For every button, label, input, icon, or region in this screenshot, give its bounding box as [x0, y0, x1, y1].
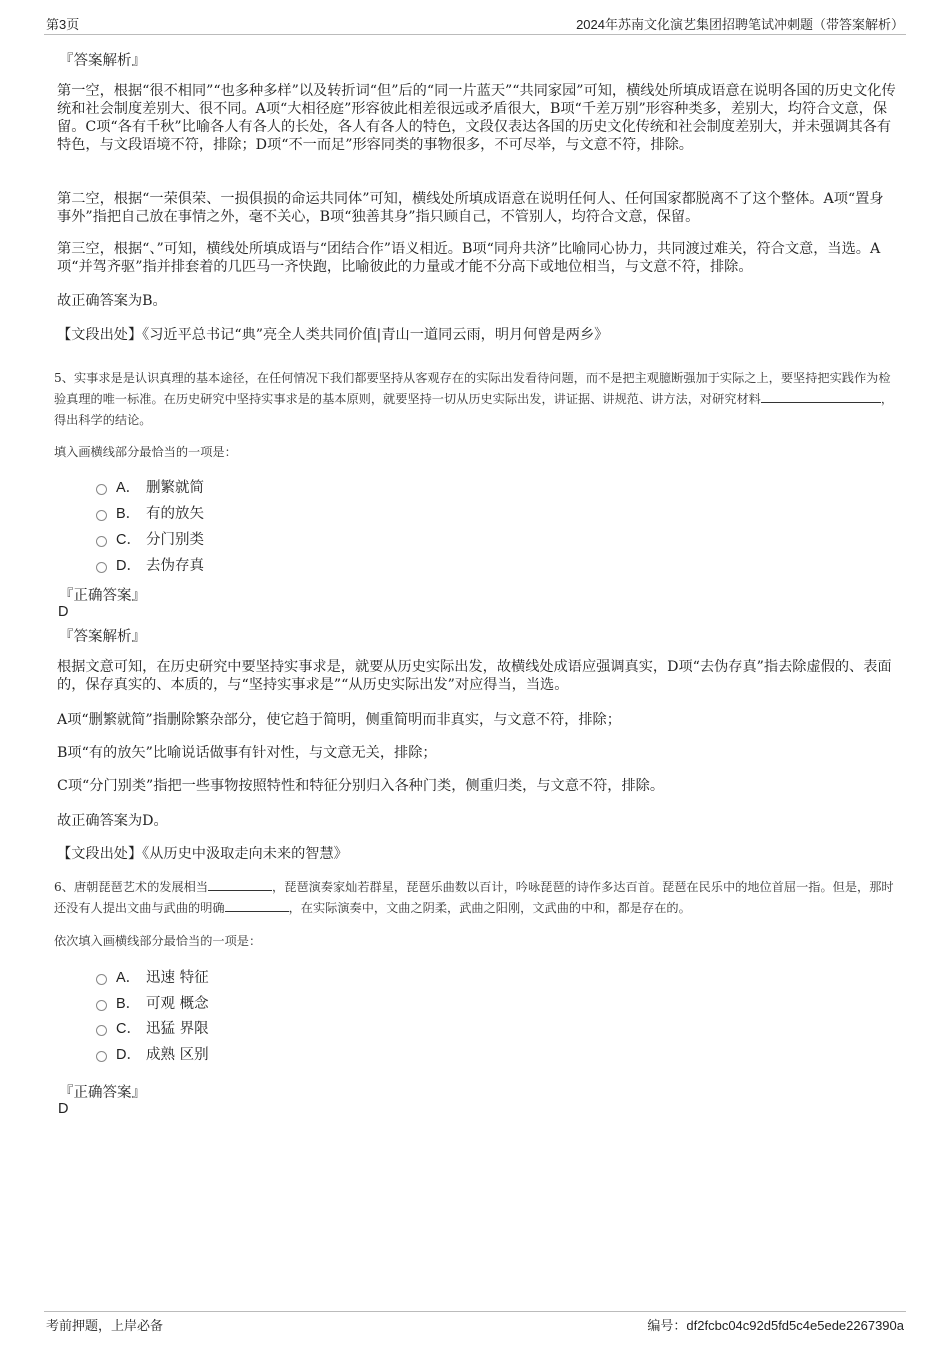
radio-icon[interactable] — [96, 484, 107, 495]
q5-stem-text-b: ，得出科学的结论。 — [54, 392, 894, 427]
q4-analysis-p1: 第一空，根据“很不相同”“也多种多样”以及转折词“但”后的“同一片蓝天”“共同家园”可知，横线处所填成语意在说明各国的历史文化传统和社会制度差别大、很不同。A项“大相径庭”形容彼此相差很远或矛盾很大，B项“千差万别”形容种类多，差别大，均符合文意，保留。C项“各有千秋”比喻各人有各人的长处，各人有各人的特色，文段仅表达各国的历史文化传统和社会制度差别大，并未强调其各有特色，与文段语境不符，排除；D项“不一而足”形容同类的事物很多，不可尽举，与文意不符，排除。 — [57, 83, 896, 153]
q6-stem-text-c: ，在实际演奏中，文曲之阴柔，武曲之阳刚，文武曲的中和，都是存在的。 — [288, 901, 691, 915]
q6-stem-text-a: 6、唐朝琵琶艺术的发展相当 — [54, 880, 209, 894]
q5-stem — [54, 368, 900, 431]
q5-blank — [761, 390, 881, 403]
option-text: 删繁就简 — [146, 480, 204, 496]
q5-analysis-p1: 根据文意可知，在历史研究中要坚持实事求是，就要从历史实际出发，故横线处成语应强调真实，D项“去伪存真”指去除虚假的、表面的，保存真实的、本质的，与“坚持实事求是”“从历史实际出发”对应得当，当选。 — [57, 659, 892, 693]
q5-analysis-p4: C项“分门别类”指把一些事物按照特性和特征分别归入各种门类，侧重归类，与文意不符，排除。 — [57, 778, 665, 794]
page-number: 第3页 — [46, 17, 80, 32]
document-id: 编号：df2fcbc04c92d5fd5c4e5ede2267390a — [647, 1318, 904, 1333]
q6-stem — [54, 877, 900, 919]
q5-analysis-p3: B项“有的放矢”比喻说话做事有针对性，与文意无关，排除； — [57, 745, 437, 761]
q6-option-d[interactable] — [96, 1045, 209, 1065]
option-text: 去伪存真 — [146, 558, 204, 574]
document-title: 2024年苏南文化演艺集团招聘笔试冲刺题（带答案解析） — [576, 17, 904, 32]
radio-icon[interactable] — [96, 510, 107, 521]
q6-option-b[interactable] — [96, 994, 209, 1014]
radio-icon[interactable] — [96, 974, 107, 985]
q5-conclusion: 故正确答案为D。 — [57, 813, 168, 829]
option-text: 成熟 区别 — [146, 1047, 209, 1063]
option-text: 有的放矢 — [146, 506, 204, 522]
option-text: 迅速 特征 — [146, 970, 209, 986]
q6-option-c[interactable] — [96, 1019, 209, 1039]
q6-blank-2 — [225, 899, 289, 912]
q4-analysis-p2: 第二空，根据“一荣俱荣、一损俱损的命运共同体”可知，横线处所填成语意在说明任何人、任何国家都脱离不了这个整体。A项“置身事外”指把自己放在事情之外，毫不关心，B项“独善其身”指只顾自己，不管别人，均符合文意，保留。 — [57, 191, 884, 225]
option-letter: D． — [116, 1047, 141, 1063]
q5-source-label: 【文段出处】 — [57, 846, 143, 862]
option-letter: A． — [116, 970, 141, 986]
q6-answer: D — [58, 1101, 69, 1117]
q5-source-text: 《从历史中汲取走向未来的智慧》 — [142, 846, 348, 862]
q5-answer-label: 『正确答案』 — [59, 588, 146, 604]
option-letter: C． — [116, 1021, 141, 1037]
footer-slogan: 考前押题，上岸必备 — [46, 1318, 164, 1333]
q6-option-a[interactable] — [96, 968, 209, 988]
radio-icon[interactable] — [96, 1025, 107, 1036]
radio-icon[interactable] — [96, 562, 107, 573]
option-letter: B． — [116, 996, 141, 1012]
option-text: 迅猛 界限 — [146, 1021, 209, 1037]
radio-icon[interactable] — [96, 1051, 107, 1062]
q5-option-b[interactable] — [96, 504, 204, 524]
option-letter: B． — [116, 506, 141, 522]
option-text: 分门别类 — [146, 532, 204, 548]
q4-source-label: 【文段出处】 — [57, 327, 143, 343]
q6-stem-text-b: ，琵琶演奏家灿若群星，琵琶乐曲数以百计，吟咏琵琶的诗作多达百首。琵琶在民乐中的地位首屈一指。但是，那时还没有人提出文曲与武曲的明确 — [54, 880, 894, 915]
page-header — [44, 14, 906, 35]
q6-prompt: 依次填入画横线部分最恰当的一项是： — [54, 934, 262, 948]
q6-answer-label: 『正确答案』 — [59, 1085, 146, 1101]
option-letter: C． — [116, 532, 141, 548]
q4-conclusion: 故正确答案为B。 — [57, 293, 167, 309]
q5-analysis-p2: A项“删繁就简”指删除繁杂部分，使它趋于简明，侧重简明而非真实，与文意不符，排除； — [57, 712, 621, 728]
q5-analysis-label: 『答案解析』 — [59, 629, 146, 645]
q5-source — [57, 845, 897, 863]
q4-source-text: 《习近平总书记“典”亮全人类共同价值|青山一道同云雨，明月何曾是两乡》 — [142, 327, 609, 343]
q5-option-a[interactable] — [96, 478, 204, 498]
page-footer — [44, 1311, 906, 1333]
radio-icon[interactable] — [96, 536, 107, 547]
q5-option-d[interactable] — [96, 556, 204, 576]
option-text: 可观 概念 — [146, 996, 209, 1012]
q4-analysis-label: 『答案解析』 — [59, 53, 146, 69]
option-letter: D． — [116, 558, 141, 574]
q4-source — [57, 326, 897, 344]
q5-stem-text-a: 5、实事求是是认识真理的基本途径，在任何情况下我们都要坚持从客观存在的实际出发看待问题，而不是把主观臆断强加于实际之上，要坚持把实践作为检验真理的唯一标准。在历史研究中坚持实事求是的基本原则，就要坚持一切从历史实际出发，讲证据、讲规范、讲方法，对研究材料 — [54, 371, 891, 406]
q5-answer: D — [58, 604, 69, 620]
option-letter: A． — [116, 480, 141, 496]
q6-blank-1 — [208, 878, 272, 891]
q5-option-c[interactable] — [96, 530, 204, 550]
radio-icon[interactable] — [96, 1000, 107, 1011]
q4-analysis-p3: 第三空，根据“、”可知，横线处所填成语与“团结合作”语义相近。B项“同舟共济”比喻同心协力，共同渡过难关，符合文意，当选。A项“并驾齐驱”指并排套着的几匹马一齐快跑，比喻彼此的力量或才能不分高下或地位相当，与文意不符，排除。 — [57, 241, 881, 275]
q5-prompt: 填入画横线部分最恰当的一项是： — [54, 445, 237, 459]
